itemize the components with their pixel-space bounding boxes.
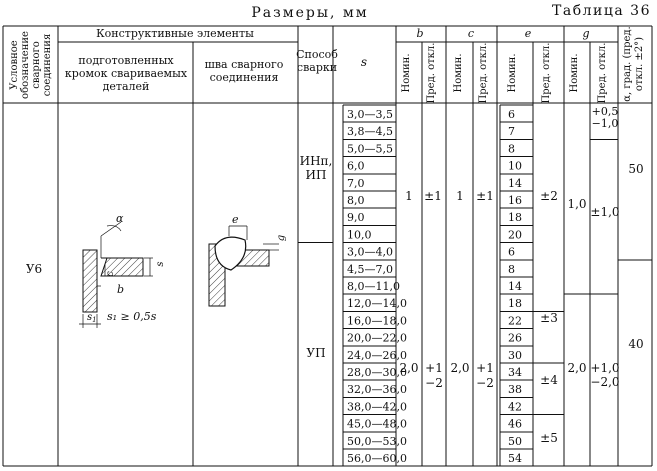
sketch-relation: s₁ ≥ 0,5s [107, 310, 157, 323]
header-method-2: сварки [296, 61, 338, 74]
e-nominal-value: 34 [508, 366, 522, 379]
sketch-e: e [232, 213, 239, 226]
s-value: 10,0 [347, 228, 372, 242]
sketch-c: c [105, 271, 116, 277]
sketch-b: b [117, 283, 125, 296]
e-tolerance-4: ±5 [540, 431, 558, 445]
header-prepared-2: кромок свариваемых [64, 67, 188, 80]
header-c-nominal: Номин. [453, 53, 464, 93]
header-constructive: Конструктивные элементы [96, 27, 254, 40]
dimensions-table [3, 26, 653, 467]
e-nominal-value: 10 [508, 159, 522, 173]
s-value: 45,0—48,0 [347, 417, 407, 431]
e-nominal-value: 46 [508, 417, 522, 431]
c-nominal-2: 2,0 [450, 361, 470, 375]
header-b-tolerance: Пред. откл. [426, 42, 437, 104]
e-nominal-value: 18 [508, 297, 522, 311]
header-prepared-3: деталей [102, 80, 150, 93]
s-value: 50,0—53,0 [347, 434, 407, 448]
header-method-1: Способ [296, 48, 338, 61]
e-nominal-value: 42 [508, 400, 522, 414]
s-value: 56,0—60,0 [347, 452, 407, 465]
e-nominal-value: 16 [508, 194, 522, 207]
e-nominal-value: 22 [508, 314, 522, 328]
header-designation-1: Условное [9, 40, 20, 90]
s-value: 9,0 [347, 211, 365, 225]
weld-sketch [209, 226, 279, 306]
g-tolerance-2a: +1,0 [590, 361, 620, 375]
b-tolerance-1: ±1 [424, 189, 442, 203]
g-tolerance-first-b: −1,0 [591, 117, 619, 130]
e-tolerance-2: ±3 [540, 311, 558, 325]
c-tolerance-1: ±1 [476, 189, 494, 203]
header-alpha-2: откл. ±2°) [634, 36, 645, 92]
alpha-value-1: 50 [628, 162, 644, 176]
s-value: 24,0—26,0 [347, 348, 407, 362]
method-a-2: ИП [305, 168, 327, 182]
s-value: 20,0—22,0 [347, 331, 407, 345]
e-nominal-value: 30 [508, 348, 522, 362]
g-tolerance-rest: ±1,0 [590, 205, 620, 219]
header-b-nominal: Номин. [401, 53, 412, 93]
s-value: 12,0—14,0 [347, 297, 407, 311]
s-value: 28,0—30,0 [347, 366, 407, 379]
header-b: b [416, 27, 424, 40]
s-value: 3,0—4,0 [347, 245, 393, 259]
s-value: 6,0 [347, 159, 365, 173]
e-nominal-value: 6 [508, 245, 515, 259]
header-designation-3: сварного [31, 41, 42, 89]
e-nominal-value: 14 [508, 176, 522, 190]
e-tolerance-1: ±2 [540, 189, 558, 203]
header-c: c [467, 27, 475, 40]
header-e-tolerance: Пред. откл. [541, 42, 552, 104]
s-value: 38,0—42,0 [347, 400, 407, 414]
header-s: s [360, 55, 368, 69]
header-g: g [582, 27, 590, 40]
s-value: 3,0—3,5 [347, 108, 393, 121]
s-value: 3,8—4,5 [347, 125, 393, 139]
e-nominal-value: 8 [508, 142, 515, 156]
header-designation-2: обозначение [20, 31, 31, 99]
designation-value: У6 [25, 262, 43, 276]
b-nominal-2: 2,0 [399, 361, 419, 375]
table-title: Размеры, мм [251, 5, 369, 21]
c-nominal-1: 1 [456, 189, 464, 203]
header-weld-1: шва сварного [204, 58, 284, 71]
header-prepared-1: подготовленных [78, 54, 174, 67]
s-value: 5,0—5,5 [347, 142, 393, 156]
sketch-g: g [276, 234, 287, 242]
s-value: 4,5—7,0 [347, 262, 393, 276]
header-e-nominal: Номин. [507, 53, 518, 93]
header-designation-4: соединения [42, 33, 53, 97]
s-value: 8,0 [347, 194, 365, 207]
e-nominal-value: 26 [508, 331, 522, 345]
alpha-value-2: 40 [628, 337, 644, 351]
table-number: Таблица 36 [552, 3, 651, 19]
s-value: 8,0—11,0 [347, 280, 400, 293]
e-nominal-value: 18 [508, 211, 522, 225]
header-alpha-1: α, град. (пред. [622, 26, 633, 102]
header-g-nominal: Номин. [569, 53, 580, 93]
g-tolerance-2b: −2,0 [590, 375, 620, 389]
sketch-alpha: α [116, 212, 124, 225]
e-nominal-value: 8 [508, 262, 515, 276]
e-nominal-value: 20 [508, 228, 522, 242]
e-tolerance-3: ±4 [540, 373, 558, 387]
header-g-tolerance: Пред. откл. [597, 42, 608, 104]
e-nominal-value: 14 [508, 280, 522, 293]
method-a-1: ИНп, [299, 154, 333, 168]
s-value: 7,0 [347, 176, 365, 190]
header-c-tolerance: Пред. откл. [478, 42, 489, 104]
g-nominal-2: 2,0 [567, 361, 587, 375]
e-nominal-value: 38 [508, 383, 522, 397]
c-tolerance-2a: +1 [476, 361, 494, 375]
b-nominal-1: 1 [405, 189, 413, 203]
e-nominal-value: 50 [508, 434, 522, 448]
s-value: 16,0—18,0 [347, 314, 407, 328]
e-nominal-value: 7 [508, 125, 515, 139]
sketch-s: s [155, 261, 166, 267]
s-value: 32,0—36,0 [347, 383, 407, 397]
header-e: e [524, 27, 532, 40]
g-tolerance-first-a: +0,5 [591, 105, 619, 118]
b-tolerance-2b: −2 [425, 376, 443, 390]
g-nominal-1: 1,0 [567, 197, 587, 211]
e-nominal-value: 54 [508, 452, 522, 465]
e-nominal-value: 6 [508, 108, 515, 121]
c-tolerance-2b: −2 [476, 376, 494, 390]
b-tolerance-2a: +1 [425, 361, 443, 375]
method-b: УП [306, 346, 326, 360]
header-weld-2: соединения [209, 71, 279, 84]
sketch-s1: $s_1$ [87, 312, 97, 324]
